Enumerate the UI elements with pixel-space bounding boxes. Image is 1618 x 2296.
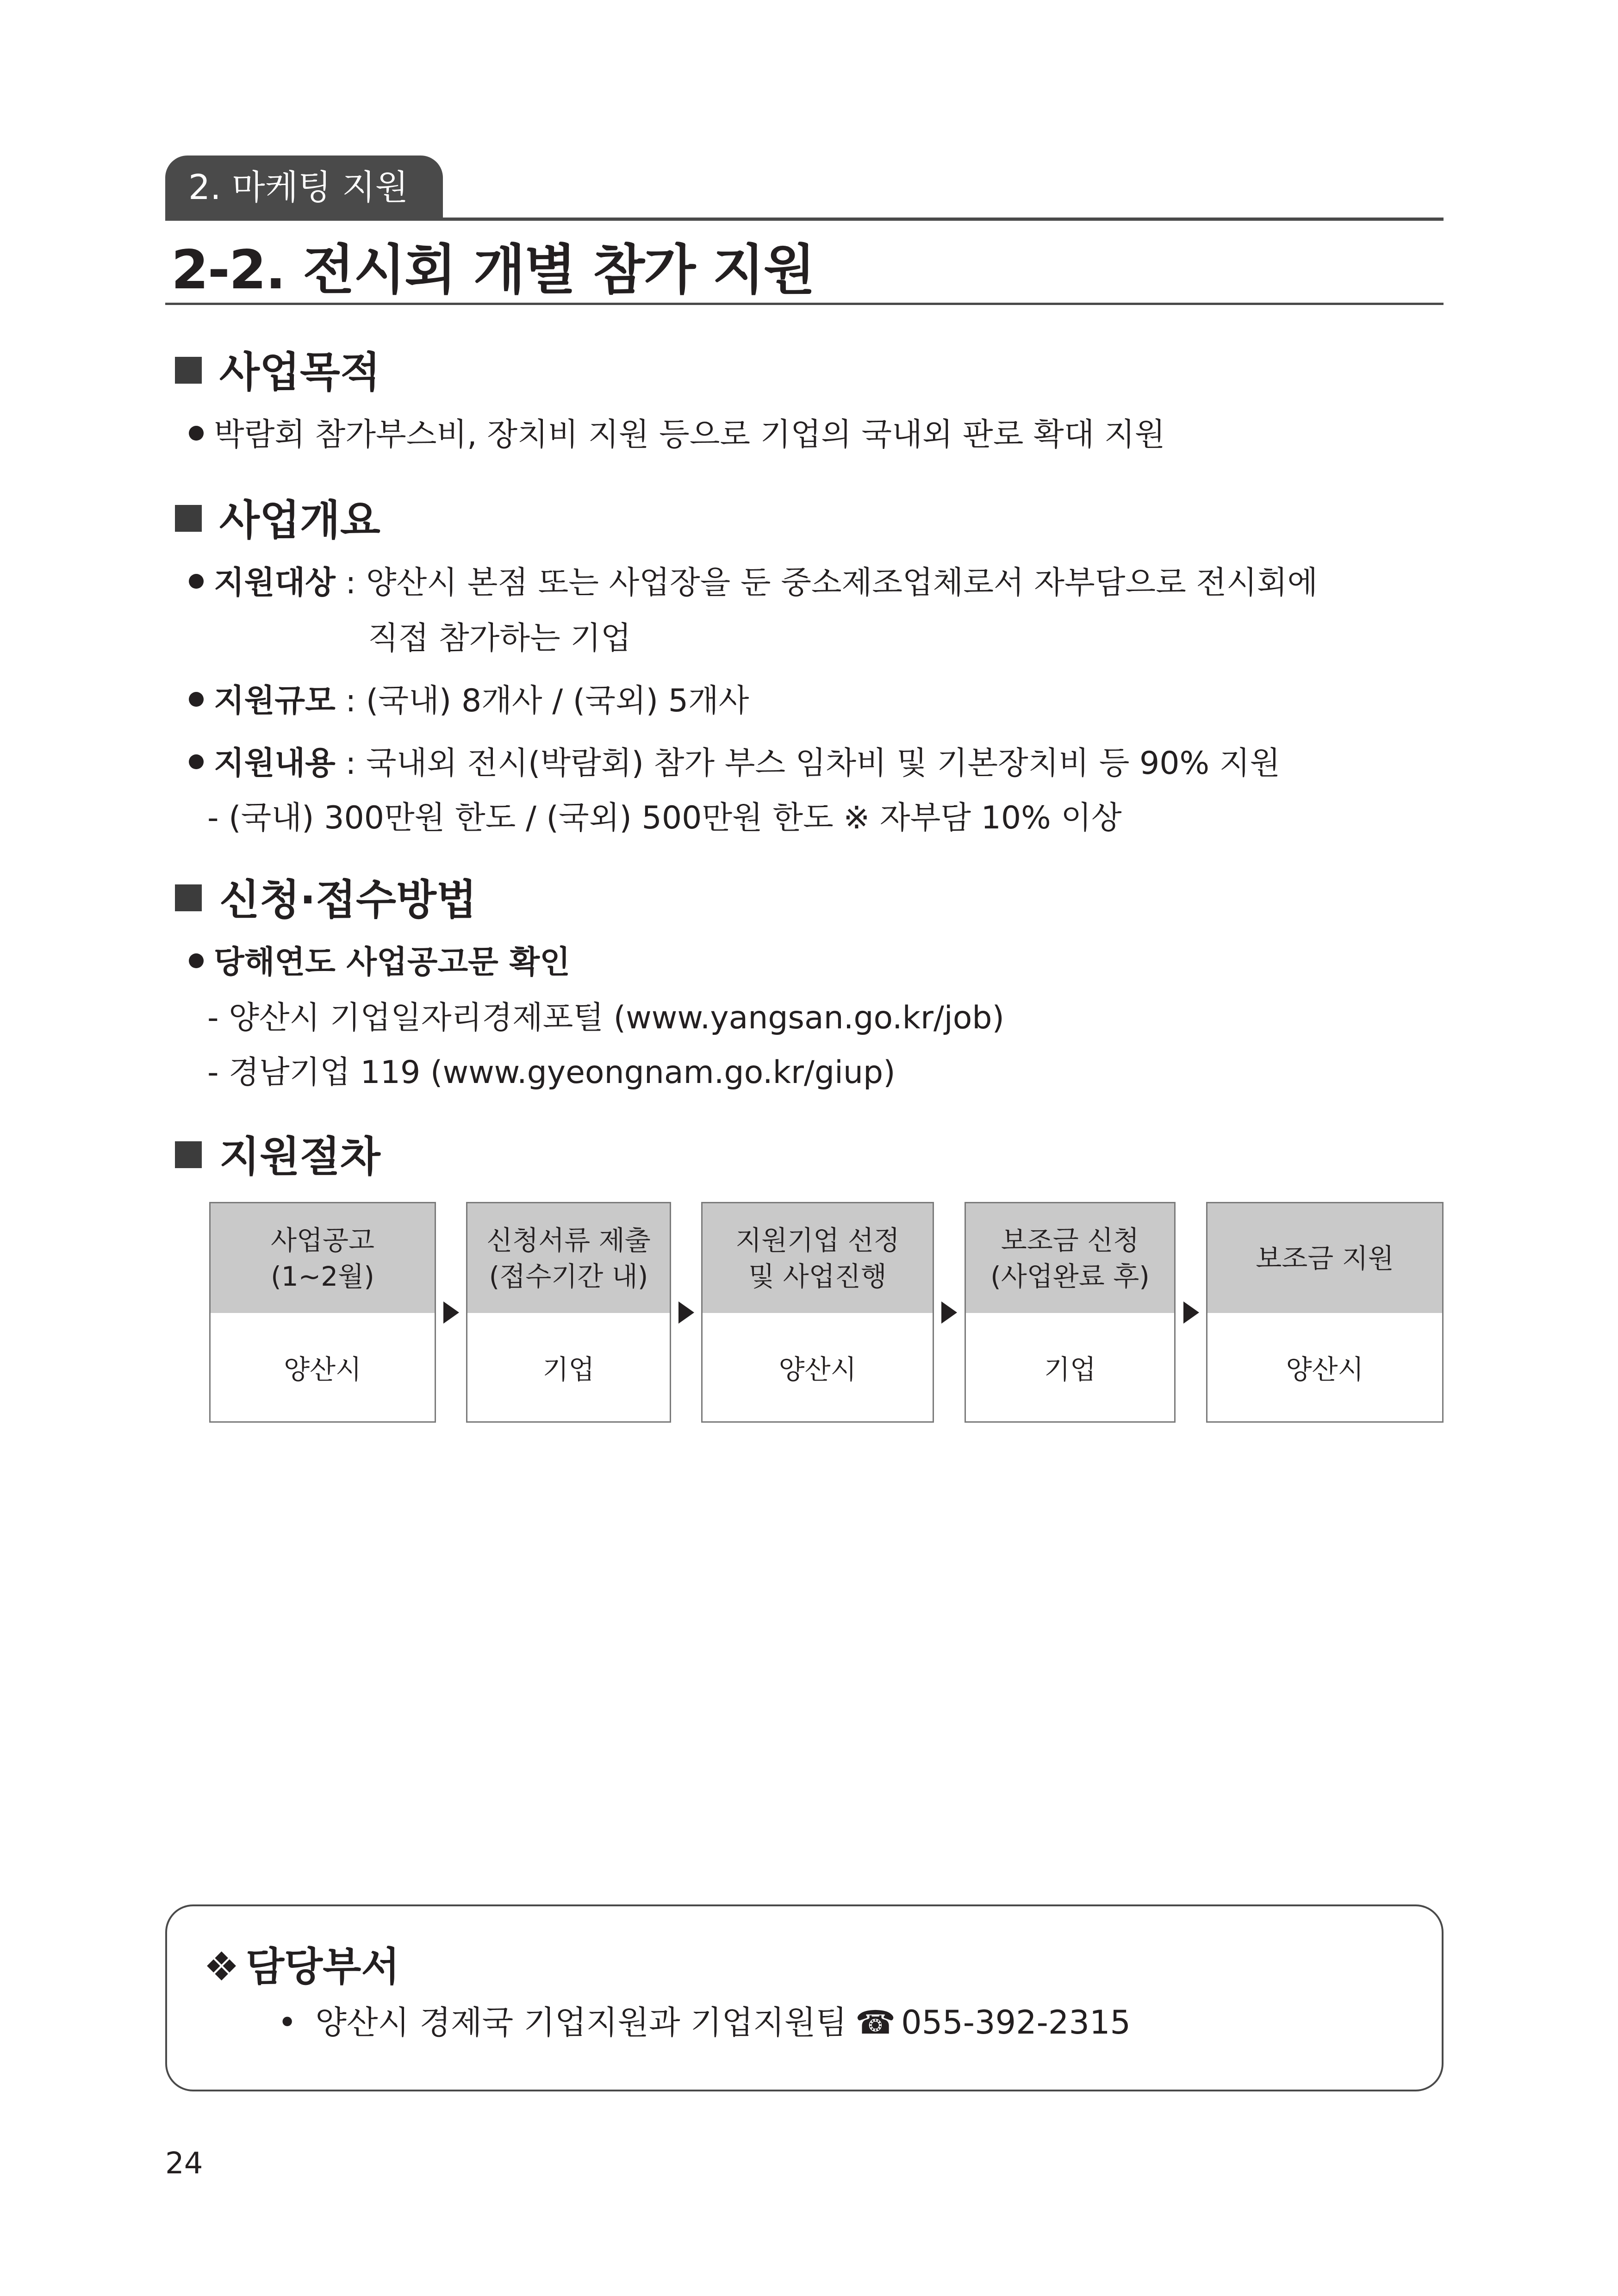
procedure-step-2 [466, 1202, 671, 1423]
application-portal-yangsan: - 양산시 기업일자리경제포털 (www.yangsan.go.kr/job) [207, 1000, 1004, 1036]
step-description: 사업공고 (1~2월) [211, 1203, 435, 1313]
step-actor: 양산시 [1286, 1354, 1364, 1385]
overview-content: 지원내용 : 국내외 전시(박람회) 참가 부스 임차비 및 기본장치비 등 90% 지원 [189, 740, 1280, 787]
square-bullet-icon [175, 357, 202, 384]
overview-target-continued: 직접 참가하는 기업 [368, 620, 631, 657]
step-actor: 기업 [1044, 1354, 1096, 1385]
section-heading-overview: 사업개요 [175, 493, 380, 548]
phone-icon: ☎ [855, 2004, 896, 2041]
bullet-dot-icon [189, 953, 204, 968]
category-tab: 2. 마케팅 지원 [165, 156, 443, 219]
step-actor: 기업 [542, 1354, 595, 1385]
overview-content-sub: - (국내) 300만원 한도 / (국외) 500만원 한도 ※ 자부담 10% 이상 [207, 800, 1122, 836]
flow-arrow-icon [678, 1301, 694, 1324]
overview-target: 지원대상 : 양산시 본점 또는 사업장을 둔 중소제조업체로서 자부담으로 전시회에 [189, 560, 1318, 606]
procedure-step-5 [1206, 1202, 1444, 1423]
purpose-text: 박람회 참가부스비, 장치비 지원 등으로 기업의 국내외 판로 확대 지원 [189, 412, 1165, 458]
step-description: 신청서류 제출 (접수기간 내) [467, 1203, 670, 1313]
flow-arrow-icon [941, 1301, 957, 1324]
step-actor: 양산시 [283, 1354, 362, 1385]
contact-heading: ❖ 담당부서 [204, 1944, 400, 1990]
page-title: 2-2. 전시회 개별 참가 지원 [171, 239, 815, 301]
contact-box [165, 1904, 1444, 2091]
flow-arrow-icon [1183, 1301, 1199, 1324]
step-description: 보조금 신청 (사업완료 후) [966, 1203, 1174, 1313]
application-bullet: 당해연도 사업공고문 확인 [189, 940, 570, 986]
header-rule-bottom [165, 303, 1444, 305]
header-rule-top [165, 218, 1444, 221]
contact-department: • 양산시 경제국 기업지원과 기업지원팀 ☎ 055-392-2315 [278, 1999, 1131, 2046]
step-description: 보조금 지원 [1207, 1203, 1442, 1313]
square-bullet-icon [175, 505, 202, 532]
square-bullet-icon [175, 884, 202, 911]
application-portal-gyeongnam: - 경남기업 119 (www.gyeongnam.go.kr/giup) [207, 1054, 896, 1091]
section-heading-procedure: 지원절차 [175, 1129, 380, 1185]
bullet-dot-icon: • [278, 2004, 297, 2041]
bullet-dot-icon [189, 426, 204, 441]
flow-arrow-icon [443, 1301, 459, 1324]
procedure-step-1 [209, 1202, 436, 1423]
section-heading-purpose: 사업목적 [175, 345, 380, 400]
bullet-dot-icon [189, 692, 204, 707]
procedure-step-4 [965, 1202, 1176, 1423]
overview-scale: 지원규모 : (국내) 8개사 / (국외) 5개사 [189, 678, 749, 724]
square-bullet-icon [175, 1141, 202, 1168]
procedure-step-3 [701, 1202, 934, 1423]
step-actor: 양산시 [778, 1354, 857, 1385]
page-number: 24 [165, 2147, 203, 2181]
section-heading-application: 신청·접수방법 [175, 872, 477, 928]
bullet-dot-icon [189, 754, 204, 769]
phone-number: 055-392-2315 [901, 2004, 1131, 2041]
bullet-dot-icon [189, 574, 204, 589]
diamond-ornament-icon: ❖ [204, 1944, 240, 1990]
step-description: 지원기업 선정 및 사업진행 [703, 1203, 933, 1313]
